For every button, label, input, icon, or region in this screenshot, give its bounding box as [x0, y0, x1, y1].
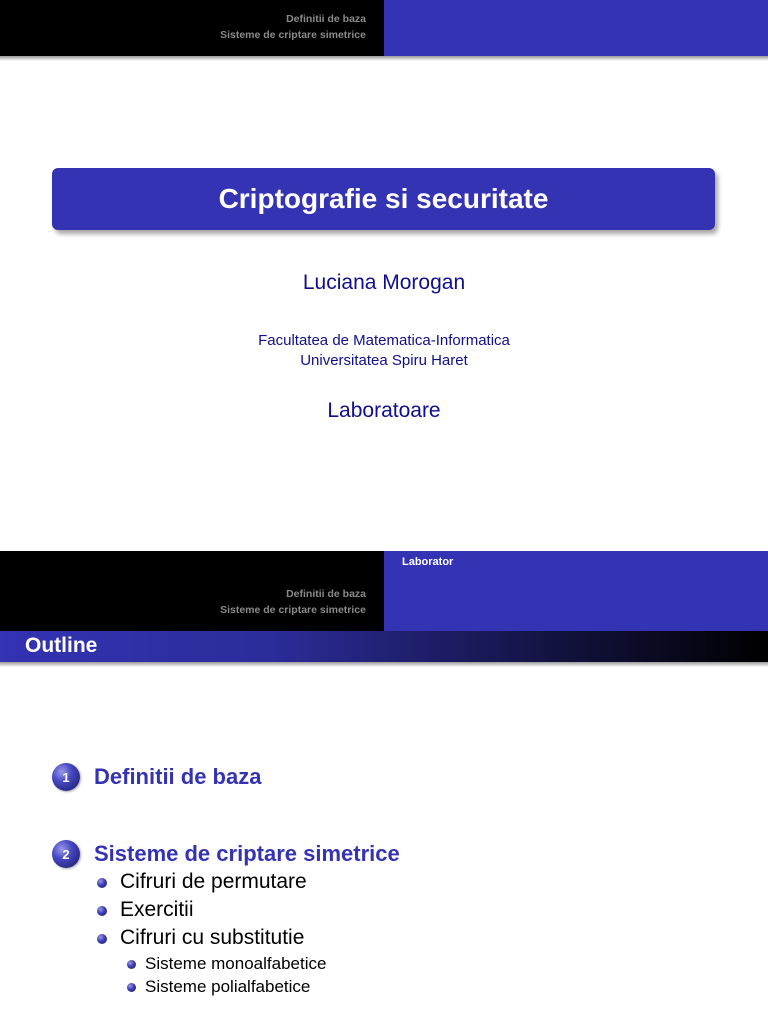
institute-faculty: Facultatea de Matematica-Informatica [258, 332, 510, 349]
header-right-panel [384, 0, 768, 56]
frame-title: Outline [25, 634, 98, 657]
outline-item-cifruri-substitutie[interactable]: Cifruri cu substitutie [120, 926, 305, 949]
nav-link-definitii[interactable]: Definitii de baza [286, 588, 366, 600]
institute [0, 331, 768, 371]
header-nav [0, 551, 384, 631]
outline-section-sisteme[interactable]: Sisteme de criptare simetrice [94, 841, 400, 866]
outline-item-cifruri-permutare[interactable]: Cifruri de permutare [120, 870, 307, 893]
bullet-icon [97, 878, 107, 888]
presentation-title: Criptografie si securitate [218, 183, 549, 214]
header-shadow [0, 56, 768, 61]
section-number-1[interactable]: 1 [52, 763, 80, 791]
frame-title-shadow [0, 662, 768, 667]
frame-title-bar [0, 631, 768, 662]
bullet-icon [97, 906, 107, 916]
section-number-2[interactable]: 2 [52, 840, 80, 868]
bullet-icon [97, 934, 107, 944]
presentation-date: Laboratoare [327, 399, 441, 422]
sub-bullet-icon [127, 960, 136, 969]
author-name: Luciana Morogan [302, 271, 466, 294]
institute-university: Universitatea Spiru Haret [300, 352, 468, 369]
title-box [52, 168, 715, 230]
outline-slide [0, 551, 768, 1024]
outline-subitem-polialfabetice[interactable]: Sisteme polialfabetice [145, 977, 311, 996]
sub-bullet-icon [127, 983, 136, 992]
header-right-panel [384, 551, 768, 631]
outline-subitem-monoalfabetice[interactable]: Sisteme monoalfabetice [145, 954, 327, 973]
header-section-label[interactable]: Laborator [402, 556, 454, 568]
nav-link-sisteme[interactable]: Sisteme de criptare simetrice [220, 604, 366, 616]
nav-link-definitii[interactable]: Definitii de baza [286, 13, 366, 25]
nav-link-sisteme[interactable]: Sisteme de criptare simetrice [220, 29, 366, 41]
outline-section-definitii[interactable]: Definitii de baza [94, 764, 262, 789]
outline-item-exercitii[interactable]: Exercitii [120, 898, 194, 921]
header-nav [0, 0, 384, 56]
